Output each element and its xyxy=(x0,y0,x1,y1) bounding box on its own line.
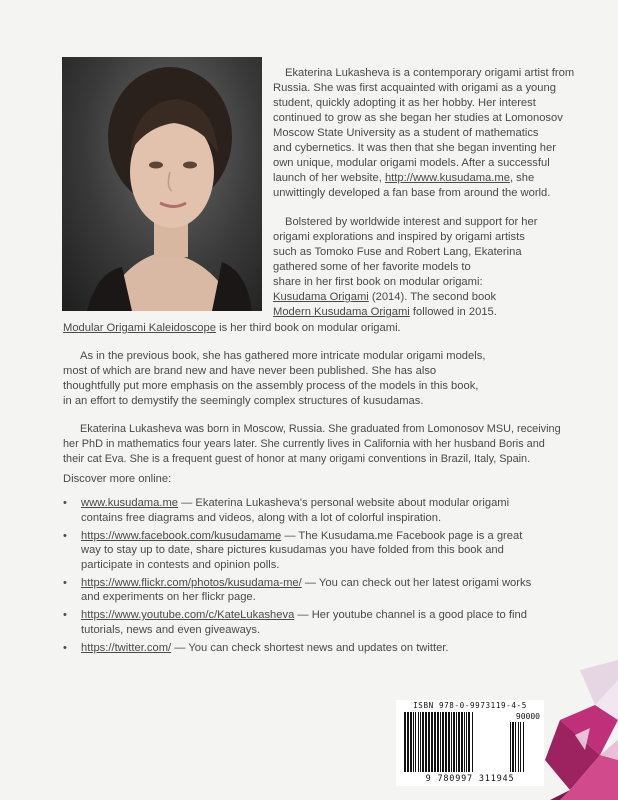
bio-p1-line6: and cybernetics. It was then that she began inventing her xyxy=(273,142,556,154)
discover-links-list xyxy=(63,496,533,659)
barcode-price-code: 90000 xyxy=(515,712,540,721)
bio-p2-line4: gathered some of her favorite models to xyxy=(273,261,471,273)
bio-p1-line1: Ekaterina Lukasheva is a contemporary origami artist from xyxy=(285,67,575,79)
barcode-bar xyxy=(413,712,414,772)
barcode-addon-bar xyxy=(520,722,521,772)
list-item xyxy=(63,576,533,605)
bio-p4-line3: their cat Eva. She is a frequent guest of honor at many origami conventions in Brazil, Italy, Spain. xyxy=(63,453,531,465)
barcode-bar xyxy=(407,712,409,772)
barcode-bar xyxy=(415,712,416,772)
barcode-bar xyxy=(453,712,455,772)
bio-p3-line1: As in the previous book, she has gathered more intricate modular origami models, xyxy=(80,350,486,362)
bio-p4-line1: Ekaterina Lukasheva was born in Moscow, Russia. She graduated from Lomonosov MSU, receiving xyxy=(80,423,561,435)
barcode-addon-bar xyxy=(510,722,511,772)
bio-p2-line1: Bolstered by worldwide interest and support for her xyxy=(285,216,538,228)
list-item-description: — Ekaterina Lukasheva's personal website about modular origami contains free diagrams and videos, along with a lot of colorful inspiration. xyxy=(81,497,510,524)
bio-p1-line8-tail: , she xyxy=(509,172,535,184)
bio-p1-line3: student, quickly adopting it as her hobby. Her interest xyxy=(273,97,536,109)
list-item-description: — You can check out her latest origami works and experiments on her flickr page. xyxy=(81,576,532,603)
barcode-bar xyxy=(472,712,473,772)
barcode-bar xyxy=(464,712,465,772)
youtube-link[interactable]: https://www.youtube.com/c/KateLukasheva xyxy=(81,609,295,621)
bio-p1-line8-text: launch of her website, xyxy=(273,172,385,184)
barcode-bar xyxy=(404,712,406,772)
barcode-bar xyxy=(428,712,430,772)
bio-p2-line6 xyxy=(273,290,496,304)
bio-p1-line7: own unique, modular origami models. After a successful xyxy=(273,157,550,169)
barcode-addon-bar xyxy=(523,722,524,772)
barcode-bar xyxy=(431,712,433,772)
bio-p2-line2: origami explorations and inspired by origami artists xyxy=(273,231,525,243)
origami-decoration-icon xyxy=(540,660,618,800)
bio-p2-line5: share in her first book on modular origami: xyxy=(273,276,483,288)
author-portrait-illustration xyxy=(62,57,262,311)
flickr-link[interactable]: https://www.flickr.com/photos/kusudama-me/ xyxy=(81,576,302,589)
bio-p2-line7 xyxy=(273,305,497,319)
barcode-digits: 9 780997 311945 xyxy=(425,774,515,784)
barcode-addon-bar xyxy=(515,722,516,772)
twitter-link[interactable]: https://twitter.com/ xyxy=(81,641,172,654)
list-item xyxy=(63,529,533,573)
barcode-addon-bar xyxy=(512,722,514,772)
bullet-icon: • xyxy=(63,529,67,542)
barcode-bar xyxy=(425,712,427,772)
facebook-link[interactable]: https://www.facebook.com/kusudamame xyxy=(81,529,282,542)
bio-p2-line8 xyxy=(63,321,401,335)
barcode-bar xyxy=(418,712,419,772)
list-item-description: — The Kusudama.me Facebook page is a great way to stay up to date, share pictures kusudamas you have folded from this book and participate in contests and opinion polls. xyxy=(81,529,523,571)
list-item-description: — Her youtube channel is a good place to find tutorials, news and even giveaways. xyxy=(81,609,527,636)
list-item-description: — You can check shortest news and updates on twitter. xyxy=(171,641,449,654)
bio-p2-line8-tail: is her third book on modular origami. xyxy=(215,322,401,334)
bio-p1-line9: unwittingly developed a fan base from around the world. xyxy=(273,187,551,199)
barcode-bar xyxy=(448,712,450,772)
bio-p1-line2: Russia. She was first acquainted with origami as a young xyxy=(273,82,556,94)
list-item xyxy=(63,641,533,656)
isbn-barcode xyxy=(396,700,544,786)
isbn-number: ISBN 978-0-9973119-4-5 xyxy=(413,701,527,710)
barcode-bar xyxy=(410,712,412,772)
list-item xyxy=(63,608,533,637)
website-link[interactable]: http://www.kusudama.me xyxy=(384,172,510,184)
bullet-icon: • xyxy=(63,641,67,654)
barcode-bar xyxy=(451,712,452,772)
barcode-bar xyxy=(458,712,460,772)
bio-p4-line2: her PhD in mathematics four years later. She currently lives in California with her husband Boris and xyxy=(63,438,545,450)
bio-p1-line5: Moscow State University as a student of mathematics xyxy=(273,127,539,139)
bio-p2-line6-tail: (2014). The second book xyxy=(368,291,497,303)
bio-p2-line7-tail: followed in 2015. xyxy=(409,306,497,318)
barcode-bar xyxy=(456,712,457,772)
bullet-icon: • xyxy=(63,609,67,621)
author-photo xyxy=(62,57,262,311)
barcode-bar xyxy=(468,712,470,772)
barcode-addon-bar xyxy=(518,722,519,772)
list-item xyxy=(63,496,533,525)
discover-heading: Discover more online: xyxy=(63,473,172,485)
barcode-bar xyxy=(440,712,441,772)
bullet-icon: • xyxy=(63,576,67,589)
bio-p1-line8 xyxy=(273,171,534,185)
barcode-bar xyxy=(434,712,436,772)
bio-p1-line4: continued to grow as she began her studies at Lomonosov xyxy=(273,112,563,124)
barcode-bar xyxy=(422,712,424,772)
barcode-bar xyxy=(420,712,421,772)
kusudama-origami-link[interactable]: Kusudama Origami xyxy=(273,291,369,303)
bio-p2-line3: such as Tomoko Fuse and Robert Lang, Ekaterina xyxy=(273,246,522,258)
bullet-icon: • xyxy=(63,497,67,509)
barcode-bar xyxy=(461,712,463,772)
barcode-bar xyxy=(466,712,467,772)
barcode-bar xyxy=(445,712,447,772)
bio-p3-line2: most of which are brand new and have never been published. She has also xyxy=(63,365,437,377)
barcode-bar xyxy=(442,712,444,772)
bio-p3-line4: in an effort to demystify the seemingly complex structures of kusudamas. xyxy=(63,395,424,407)
bio-p3-line3: thoughtfully put more emphasis on the assembly process of the models in this book, xyxy=(63,380,479,392)
barcode-bar xyxy=(437,712,439,772)
modular-origami-kaleidoscope-link[interactable]: Modular Origami Kaleidoscope xyxy=(63,322,216,334)
kusudama-site-link[interactable]: www.kusudama.me xyxy=(81,497,178,509)
modern-kusudama-origami-link[interactable]: Modern Kusudama Origami xyxy=(273,306,410,318)
